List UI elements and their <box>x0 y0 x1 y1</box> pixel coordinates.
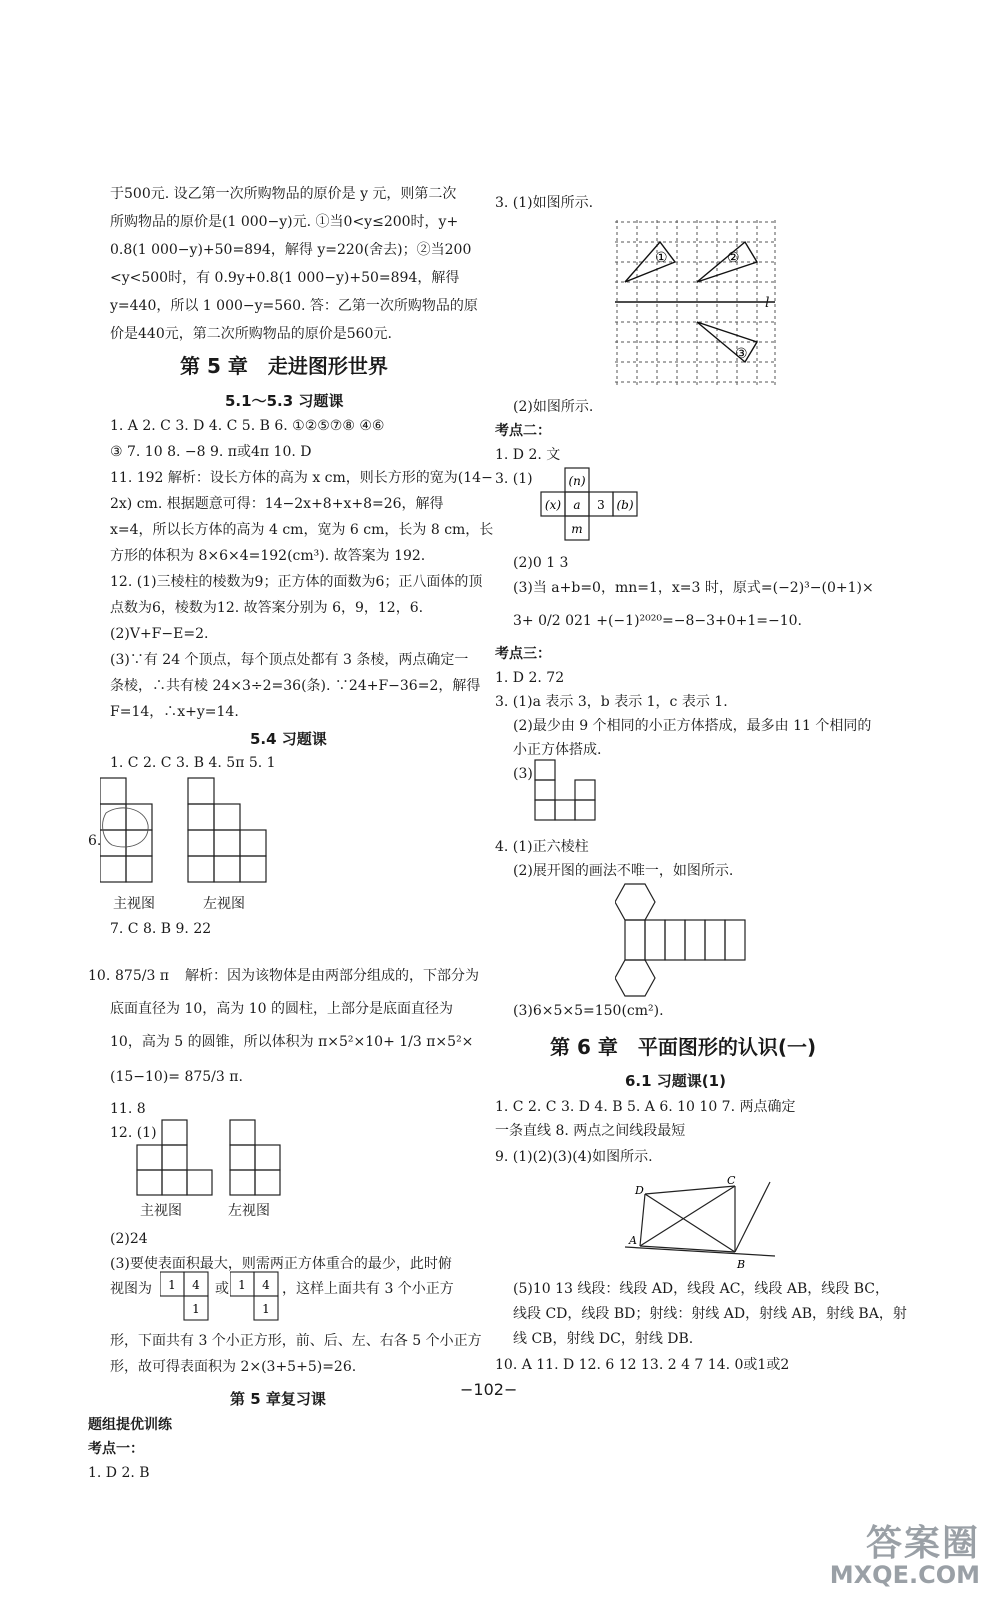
text-line: (2)最少由 9 个相同的小正方体搭成，最多由 11 个相同的 <box>513 718 872 734</box>
grid-number: 1 <box>192 1302 200 1316</box>
watermark-url: MXQE.COM <box>829 1561 980 1589</box>
cube-net-figure <box>535 466 675 548</box>
question-label: 6. <box>88 833 102 849</box>
text-line: 7. C 8. B 9. 22 <box>110 921 212 937</box>
point-label: A <box>629 1234 637 1247</box>
grid-number: 1 <box>262 1302 270 1316</box>
net-label: (b) <box>616 498 634 512</box>
text-line: 10，高为 5 的圆锥，所以体积为 π×5²×10+ 1/3 π×5²× <box>110 1034 474 1050</box>
text-line: 3. (1)a 表示 3，b 表示 1，c 表示 1. <box>495 694 728 710</box>
text-line: 11. 192 解析：设长方体的高为 x cm，则长方形的宽为(14− <box>110 470 493 486</box>
text-line: 线段 CD，线段 BD；射线：射线 AD，射线 AB，射线 BA，射 <box>513 1306 907 1322</box>
text-line: 小正方体搭成. <box>513 742 602 758</box>
text-line: (3)当 a+b=0，mn=1，x=3 时，原式=(−2)³−(0+1)× <box>513 580 874 596</box>
text-line: 方形的体积为 8×6×4=192(cm³). 故答案为 192. <box>110 548 426 564</box>
subsection-title: 考点二： <box>495 423 551 439</box>
section-title: 6.1 习题课(1) <box>625 1072 726 1090</box>
triangle-label: ② <box>727 250 740 266</box>
text-line: 1. C 2. C 3. D 4. B 5. A 6. 10 10 7. 两点确定 <box>495 1099 796 1115</box>
text-line: <y<500时，有 0.9y+0.8(1 000−y)+50=894，解得 <box>110 270 460 286</box>
text-line: 点数为6，棱数为12. 故答案分别为 6，9，12，6. <box>110 600 424 616</box>
text-line: 价是440元，第二次所购物品的原价是560元. <box>110 326 392 342</box>
section-title: 第 5 章复习课 <box>230 1390 326 1408</box>
text-line: 形，故可得表面积为 2×(3+5+5)=26. <box>110 1359 357 1375</box>
text-line: 11. 8 <box>110 1101 146 1117</box>
subsection-title: 考点一： <box>88 1441 144 1457</box>
view-label: 主视图 <box>140 1203 182 1219</box>
text-line: 解析：因为该物体是由两部分组成的，下部分为 <box>185 968 479 984</box>
text-line: 4. (1)正六棱柱 <box>495 839 589 855</box>
grid-number: 1 <box>168 1278 176 1292</box>
text-line: 条棱，∴共有棱 24×3÷2=36(条). ∵24+F−36=2，解得 <box>110 678 481 694</box>
text-line: (15−10)= 875/3 π. <box>110 1069 243 1085</box>
question-label: 12. (1) <box>110 1125 157 1141</box>
text-line: 形，下面共有 3 个小正方形，前、后、左、右各 5 个小正方 <box>110 1333 482 1349</box>
text-line: (5)10 13 线段：线段 AD，线段 AC，线段 AB，线段 BC， <box>513 1281 889 1297</box>
triangle-label: ① <box>655 250 668 266</box>
three-view-figure-1 <box>100 773 300 889</box>
view-label: 左视图 <box>228 1203 270 1219</box>
text-line: (2)0 1 3 <box>513 555 569 571</box>
text-line: 1. D 2. B <box>88 1465 150 1481</box>
text-line: (2)如图所示. <box>513 399 594 415</box>
triangle-label: ③ <box>735 346 748 362</box>
text-line: 线 CB，射线 DC，射线 DB. <box>513 1331 694 1347</box>
stack-view-figure <box>527 758 607 830</box>
section-title: 5.4 习题课 <box>250 730 327 748</box>
point-label: D <box>635 1184 644 1197</box>
text-line: 1. A 2. C 3. D 4. C 5. B 6. ①②⑤⑦⑧ ④⑥ <box>110 418 385 434</box>
text-line: (3)6×5×5=150(cm²). <box>513 1003 664 1019</box>
page-number: −102− <box>460 1380 518 1399</box>
text-line: 一条直线 8. 两点之间线段最短 <box>495 1123 686 1139</box>
text-line: (3)要使表面积最大，则需两正方体重合的最少，此时俯 <box>110 1256 452 1272</box>
text-line: ，这样上面共有 3 个小正方 <box>282 1281 454 1297</box>
text-line: (3) <box>513 766 533 782</box>
text-line: 10. A 11. D 12. 6 12 13. 2 4 7 14. 0或1或2 <box>495 1357 790 1373</box>
subsection-title: 考点三： <box>495 646 551 662</box>
text-line: 9. (1)(2)(3)(4)如图所示. <box>495 1149 653 1165</box>
net-label: a <box>573 498 581 512</box>
text-line: (2)展开图的画法不唯一，如图所示. <box>513 863 734 879</box>
subsection-title: 题组提优训练 <box>88 1417 172 1433</box>
net-label: m <box>571 522 583 536</box>
three-view-figure-2 <box>132 1118 312 1198</box>
text-line: 或 <box>215 1281 229 1297</box>
point-label: C <box>727 1174 736 1187</box>
question-label: 3. (1) <box>495 471 533 487</box>
net-label: 3 <box>597 498 605 512</box>
text-line: (3)∵有 24 个顶点，每个顶点处都有 3 条棱，两点确定一 <box>110 652 469 668</box>
text-line: 1. C 2. C 3. B 4. 5π 5. 1 <box>110 755 276 771</box>
grid-triangles-figure <box>615 220 780 388</box>
view-label: 主视图 <box>113 896 155 912</box>
text-line: 1. D 2. 文 <box>495 447 561 463</box>
text-line: y=440，所以 1 000−y=560. 答：乙第一次所购物品的原 <box>110 298 478 314</box>
text-line: 1. D 2. 72 <box>495 670 565 686</box>
text-line: F=14，∴x+y=14. <box>110 704 239 720</box>
watermark <box>750 1515 1000 1600</box>
text-line: 3+ 0/2 021 +(−1)²⁰²⁰=−8−3+0+1=−10. <box>513 613 802 629</box>
fraction: 875/3 π <box>115 968 169 984</box>
grid-number: 1 <box>238 1278 246 1292</box>
text-line: 2x) cm. 根据题意可得：14−2x+8+x+8=26，解得 <box>110 496 444 512</box>
text-line: 3. (1)如图所示. <box>495 195 594 211</box>
points-lines-figure <box>625 1172 785 1272</box>
question-label: 10. <box>88 968 111 984</box>
view-label: 左视图 <box>203 896 245 912</box>
text-line: (2)24 <box>110 1231 148 1247</box>
section-title: 5.1～5.3 习题课 <box>225 392 344 410</box>
text-line: (2)V+F−E=2. <box>110 626 209 642</box>
net-label: (n) <box>568 474 586 488</box>
point-label: B <box>737 1258 746 1271</box>
watermark-logo: 答案圈 <box>865 1523 980 1564</box>
text-line: 0.8(1 000−y)+50=894，解得 y=220(舍去)；②当200 <box>110 242 472 258</box>
text-line: 视图为 <box>110 1281 152 1297</box>
text-line: 所购物品的原价是(1 000−y)元. ①当0<y≤200时，y+ <box>110 214 459 230</box>
grid-number: 4 <box>192 1278 200 1292</box>
line-label: l <box>765 295 770 311</box>
text-line: x=4，所以长方体的高为 4 cm，宽为 6 cm，长为 8 cm，长 <box>110 522 494 538</box>
text-line: 于500元. 设乙第一次所购物品的原价是 y 元，则第二次 <box>110 186 457 202</box>
text-line: 底面直径为 10，高为 10 的圆柱，上部分是底面直径为 <box>110 1001 453 1017</box>
chapter-6-title: 第 6 章 平面图形的认识(一) <box>550 1035 817 1059</box>
net-label: (x) <box>544 498 562 512</box>
grid-number: 4 <box>262 1278 270 1292</box>
chapter-5-title: 第 5 章 走进图形世界 <box>180 354 388 378</box>
top-view-grid-2 <box>230 1270 290 1328</box>
hexagonal-prism-net <box>615 882 775 998</box>
text-line: ③ 7. 10 8. −8 9. π或4π 10. D <box>110 444 312 460</box>
text-line: 12. (1)三棱柱的棱数为9；正方体的面数为6；正八面体的顶 <box>110 574 483 590</box>
